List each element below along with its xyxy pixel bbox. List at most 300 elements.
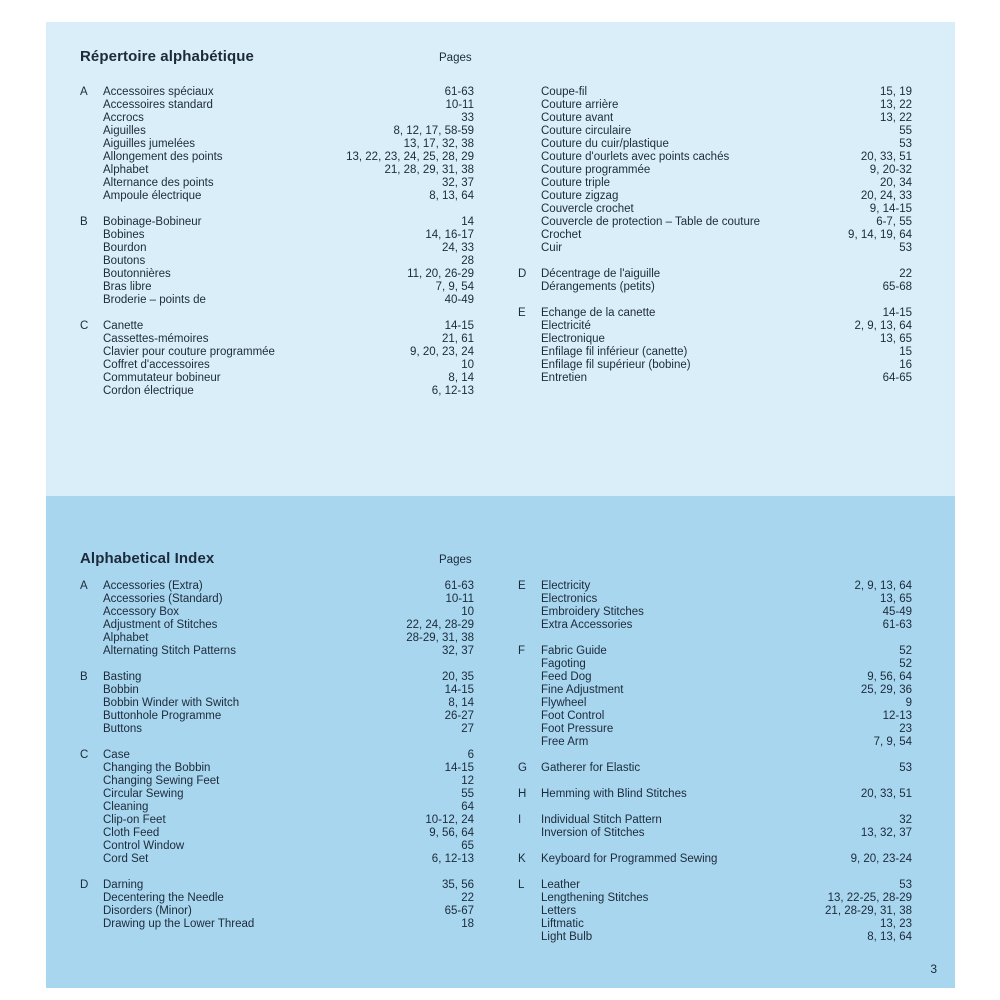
index-pages: 22 [899, 268, 912, 280]
french-right-column [518, 86, 912, 398]
index-pages: 15 [899, 346, 912, 358]
index-term: Echange de la canette [541, 307, 656, 319]
group-letter: D [518, 268, 527, 280]
index-pages: 55 [461, 788, 474, 800]
index-pages: 8, 13, 64 [867, 931, 912, 943]
index-term: Case [103, 749, 130, 761]
index-entry [80, 385, 474, 398]
index-term: Basting [103, 671, 142, 683]
english-index-section [46, 496, 955, 988]
index-term: Coupe-fil [541, 86, 588, 98]
index-pages: 11, 20, 26-29 [407, 268, 474, 280]
index-entry [80, 684, 474, 697]
index-pages: 20, 34 [880, 177, 912, 189]
index-entry [518, 606, 912, 619]
index-term: Cassettes-mémoires [103, 333, 209, 345]
index-term: Free Arm [541, 736, 589, 748]
index-term: Coffret d'accessoires [103, 359, 210, 371]
index-entry [518, 931, 912, 944]
index-pages: 64-65 [882, 372, 912, 384]
index-term: Keyboard for Programmed Sewing [541, 853, 718, 865]
french-index-section [46, 22, 955, 496]
index-pages: 8, 14 [448, 697, 474, 709]
index-pages: 13, 65 [880, 333, 912, 345]
index-entry [80, 788, 474, 801]
index-pages: 55 [899, 125, 912, 137]
index-pages: 6-7, 55 [876, 216, 912, 228]
index-term: Alternating Stitch Patterns [103, 645, 236, 657]
index-entry [80, 853, 474, 866]
index-entry [80, 619, 474, 632]
index-pages: 40-49 [444, 294, 474, 306]
index-pages: 14 [461, 216, 474, 228]
index-term: Couture circulaire [541, 125, 632, 137]
pages-column-label: Pages [439, 52, 472, 64]
index-letter-group [518, 645, 912, 749]
index-term: Darning [103, 879, 144, 891]
index-pages: 61-63 [444, 580, 474, 592]
pages-column-label: Pages [439, 554, 472, 566]
index-pages: 9 [905, 697, 912, 709]
index-entry [518, 164, 912, 177]
index-term: Entretien [541, 372, 588, 384]
index-pages: 14-15 [444, 320, 474, 332]
index-pages: 9, 56, 64 [867, 671, 912, 683]
index-pages: 23 [899, 723, 912, 735]
index-pages: 13, 32, 37 [860, 827, 912, 839]
index-entry [80, 372, 474, 385]
index-term: Dérangements (petits) [541, 281, 655, 293]
index-pages: 7, 9, 54 [873, 736, 912, 748]
index-pages: 9, 20, 23, 24 [410, 346, 474, 358]
index-entry [80, 580, 474, 593]
index-pages: 35, 56 [442, 879, 474, 891]
index-pages: 10-11 [445, 593, 474, 605]
index-pages: 15, 19 [880, 86, 912, 98]
index-pages: 20, 33, 51 [860, 788, 912, 800]
index-pages: 13, 22, 23, 24, 25, 28, 29 [346, 151, 474, 163]
index-pages: 53 [899, 138, 912, 150]
index-term: Boutons [103, 255, 146, 267]
index-term: Couture programmée [541, 164, 651, 176]
index-term: Foot Control [541, 710, 605, 722]
index-pages: 22, 24, 28-29 [406, 619, 474, 631]
index-pages: 6, 12-13 [431, 853, 474, 865]
index-term: Gatherer for Elastic [541, 762, 641, 774]
index-term: Commutateur bobineur [103, 372, 221, 384]
index-term: Aiguilles [103, 125, 146, 137]
index-entry [80, 190, 474, 203]
index-entry [80, 229, 474, 242]
index-term: Control Window [103, 840, 185, 852]
index-term: Changing Sewing Feet [103, 775, 220, 787]
index-term: Buttonhole Programme [103, 710, 222, 722]
index-pages: 13, 22 [880, 99, 912, 111]
index-pages: 65-68 [882, 281, 912, 293]
index-term: Decentering the Needle [103, 892, 224, 904]
index-entry [80, 840, 474, 853]
index-pages: 65 [461, 840, 474, 852]
index-term: Letters [541, 905, 577, 917]
group-letter: L [518, 879, 525, 891]
index-pages: 52 [899, 645, 912, 657]
index-term: Flywheel [541, 697, 587, 709]
index-term: Bobbin Winder with Switch [103, 697, 240, 709]
index-pages: 32, 37 [442, 177, 474, 189]
index-pages: 9, 14, 19, 64 [848, 229, 912, 241]
index-term: Circular Sewing [103, 788, 184, 800]
index-term: Crochet [541, 229, 582, 241]
index-entry [80, 359, 474, 372]
index-pages: 45-49 [882, 606, 912, 618]
index-pages: 65-67 [444, 905, 474, 917]
index-term: Allongement des points [103, 151, 223, 163]
index-pages: 9, 20, 23-24 [850, 853, 912, 865]
index-term: Electricity [541, 580, 591, 592]
index-term: Alphabet [103, 164, 149, 176]
index-term: Accessories (Extra) [103, 580, 203, 592]
index-term: Bobinage-Bobineur [103, 216, 202, 228]
index-pages: 53 [899, 762, 912, 774]
page-number: 3 [930, 962, 937, 976]
index-term: Bras libre [103, 281, 152, 293]
group-letter: C [80, 320, 89, 332]
index-letter-group [80, 749, 474, 866]
index-entry [518, 645, 912, 658]
index-term: Broderie – points de [103, 294, 206, 306]
index-letter-group [518, 814, 912, 840]
index-pages: 64 [461, 801, 474, 813]
group-letter: F [518, 645, 526, 657]
index-term: Couture avant [541, 112, 614, 124]
index-entry [80, 606, 474, 619]
index-term: Electronique [541, 333, 605, 345]
french-index-title: Répertoire alphabétique [80, 48, 255, 65]
group-letter: B [80, 216, 88, 228]
index-pages: 22 [461, 892, 474, 904]
index-entry [80, 892, 474, 905]
index-term: Enfilage fil supérieur (bobine) [541, 359, 691, 371]
index-entry [80, 151, 474, 164]
index-term: Disorders (Minor) [103, 905, 192, 917]
index-entry [80, 632, 474, 645]
index-term: Drawing up the Lower Thread [103, 918, 255, 930]
index-pages: 26-27 [444, 710, 474, 722]
group-letter: A [80, 86, 88, 98]
group-letter: I [518, 814, 522, 826]
index-pages: 20, 24, 33 [860, 190, 912, 202]
index-entry [80, 255, 474, 268]
index-term: Couture arrière [541, 99, 619, 111]
index-term: Fabric Guide [541, 645, 607, 657]
index-pages: 6 [467, 749, 474, 761]
index-pages: 9, 20-32 [869, 164, 912, 176]
index-term: Accessoires spéciaux [103, 86, 214, 98]
group-letter: G [518, 762, 527, 774]
index-pages: 28 [461, 255, 474, 267]
group-letter: D [80, 879, 89, 891]
group-letter: B [80, 671, 88, 683]
index-entry [80, 827, 474, 840]
index-entry [518, 593, 912, 606]
index-entry [80, 281, 474, 294]
index-entry [80, 749, 474, 762]
index-entry [518, 307, 912, 320]
english-left-column [80, 580, 474, 944]
index-entry [80, 775, 474, 788]
index-term: Lengthening Stitches [541, 892, 649, 904]
index-entry [80, 905, 474, 918]
index-entry [80, 879, 474, 892]
index-pages: 14-15 [444, 684, 474, 696]
index-entry [80, 268, 474, 281]
index-term: Inversion of Stitches [541, 827, 645, 839]
index-entry [518, 320, 912, 333]
french-left-column [80, 86, 474, 411]
index-pages: 32, 37 [442, 645, 474, 657]
index-entry [518, 827, 912, 840]
group-letter: C [80, 749, 89, 761]
index-term: Light Bulb [541, 931, 593, 943]
index-pages: 14-15 [882, 307, 912, 319]
index-pages: 10 [461, 359, 474, 371]
index-pages: 27 [461, 723, 474, 735]
index-term: Adjustment of Stitches [103, 619, 218, 631]
index-pages: 52 [899, 658, 912, 670]
index-term: Embroidery Stitches [541, 606, 644, 618]
index-entry [80, 346, 474, 359]
index-term: Alphabet [103, 632, 149, 644]
index-term: Bobbin [103, 684, 139, 696]
index-entry [518, 762, 912, 775]
index-entry [80, 671, 474, 684]
index-pages: 33 [461, 112, 474, 124]
index-entry [518, 905, 912, 918]
index-term: Leather [541, 879, 581, 891]
index-entry [518, 203, 912, 216]
index-term: Canette [103, 320, 144, 332]
index-entry [518, 671, 912, 684]
index-pages: 12-13 [882, 710, 912, 722]
group-letter: K [518, 853, 526, 865]
index-entry [518, 112, 912, 125]
index-pages: 32 [899, 814, 912, 826]
index-pages: 21, 28-29, 31, 38 [825, 905, 912, 917]
index-term: Individual Stitch Pattern [541, 814, 662, 826]
index-entry [518, 86, 912, 99]
index-entry [518, 619, 912, 632]
index-letter-group [518, 307, 912, 385]
index-term: Fagoting [541, 658, 586, 670]
index-pages: 53 [899, 879, 912, 891]
index-entry [518, 268, 912, 281]
index-letter-group [80, 879, 474, 931]
index-letter-group [518, 762, 912, 775]
index-entry [518, 879, 912, 892]
index-entry [80, 918, 474, 931]
index-term: Boutonnières [103, 268, 171, 280]
group-letter: A [80, 580, 88, 592]
index-pages: 9, 14-15 [869, 203, 912, 215]
index-pages: 21, 61 [442, 333, 474, 345]
index-term: Couture du cuir/plastique [541, 138, 669, 150]
index-entry [80, 112, 474, 125]
index-letter-group [518, 580, 912, 632]
index-term: Electricité [541, 320, 591, 332]
index-term: Accessoires standard [103, 99, 213, 111]
index-term: Hemming with Blind Stitches [541, 788, 687, 800]
index-pages: 53 [899, 242, 912, 254]
index-term: Couvercle crochet [541, 203, 634, 215]
index-term: Accessory Box [103, 606, 180, 618]
index-term: Bobines [103, 229, 145, 241]
index-term: Alternance des points [103, 177, 214, 189]
index-entry [518, 684, 912, 697]
index-term: Couture triple [541, 177, 611, 189]
index-entry [518, 814, 912, 827]
index-term: Cord Set [103, 853, 149, 865]
index-term: Accessories (Standard) [103, 593, 223, 605]
index-entry [80, 86, 474, 99]
index-entry [80, 294, 474, 307]
index-pages: 18 [461, 918, 474, 930]
index-pages: 2, 9, 13, 64 [854, 580, 912, 592]
index-page [46, 22, 955, 988]
index-term: Enfilage fil inférieur (canette) [541, 346, 688, 358]
index-entry [80, 697, 474, 710]
index-term: Accrocs [103, 112, 144, 124]
index-term: Bourdon [103, 242, 147, 254]
index-pages: 13, 65 [880, 593, 912, 605]
index-term: Couvercle de protection – Table de couture [541, 216, 761, 228]
index-term: Changing the Bobbin [103, 762, 211, 774]
index-letter-group [518, 853, 912, 866]
index-entry [518, 788, 912, 801]
group-letter: E [518, 307, 526, 319]
index-entry [80, 645, 474, 658]
index-pages: 10 [461, 606, 474, 618]
index-term: Electronics [541, 593, 598, 605]
index-letter-group [80, 216, 474, 307]
index-pages: 8, 12, 17, 58-59 [393, 125, 474, 137]
index-term: Liftmatic [541, 918, 584, 930]
index-entry [80, 801, 474, 814]
index-entry [80, 242, 474, 255]
index-pages: 28-29, 31, 38 [406, 632, 474, 644]
index-pages: 9, 56, 64 [429, 827, 474, 839]
index-letter-group [80, 580, 474, 658]
index-pages: 13, 22-25, 28-29 [827, 892, 912, 904]
index-entry [518, 177, 912, 190]
index-letter-group [518, 268, 912, 294]
index-term: Aiguilles jumelées [103, 138, 196, 150]
index-pages: 24, 33 [442, 242, 474, 254]
index-entry [518, 710, 912, 723]
index-pages: 12 [461, 775, 474, 787]
index-entry [518, 697, 912, 710]
index-pages: 6, 12-13 [431, 385, 474, 397]
index-entry [80, 99, 474, 112]
index-term: Couture d'ourlets avec points cachés [541, 151, 730, 163]
index-entry [80, 333, 474, 346]
index-entry [518, 359, 912, 372]
index-term: Buttons [103, 723, 142, 735]
index-pages: 8, 13, 64 [429, 190, 474, 202]
index-term: Cordon électrique [103, 385, 194, 397]
index-entry [518, 216, 912, 229]
index-letter-group [518, 879, 912, 944]
index-pages: 61-63 [444, 86, 474, 98]
index-letter-group [518, 788, 912, 801]
index-pages: 16 [899, 359, 912, 371]
index-pages: 14-15 [444, 762, 474, 774]
index-pages: 25, 29, 36 [860, 684, 912, 696]
index-entry [518, 918, 912, 931]
index-pages: 7, 9, 54 [435, 281, 474, 293]
index-term: Fine Adjustment [541, 684, 624, 696]
index-term: Cleaning [103, 801, 149, 813]
index-entry [518, 736, 912, 749]
index-pages: 21, 28, 29, 31, 38 [384, 164, 474, 176]
index-term: Cloth Feed [103, 827, 160, 839]
index-entry [518, 658, 912, 671]
index-entry [518, 281, 912, 294]
index-entry [518, 190, 912, 203]
index-pages: 61-63 [882, 619, 912, 631]
index-term: Foot Pressure [541, 723, 614, 735]
index-pages: 8, 14 [448, 372, 474, 384]
index-pages: 13, 22 [880, 112, 912, 124]
index-entry [518, 229, 912, 242]
index-term: Cuir [541, 242, 563, 254]
index-term: Couture zigzag [541, 190, 619, 202]
index-entry [80, 723, 474, 736]
index-letter-group [80, 86, 474, 203]
index-entry [518, 125, 912, 138]
index-entry [80, 125, 474, 138]
index-entry [518, 346, 912, 359]
index-pages: 2, 9, 13, 64 [854, 320, 912, 332]
index-entry [518, 333, 912, 346]
index-entry [80, 216, 474, 229]
index-entry [80, 814, 474, 827]
index-term: Clavier pour couture programmée [103, 346, 275, 358]
index-letter-group [518, 86, 912, 255]
index-pages: 20, 35 [442, 671, 474, 683]
index-pages: 20, 33, 51 [860, 151, 912, 163]
index-letter-group [80, 320, 474, 398]
index-entry [80, 138, 474, 151]
index-entry [518, 372, 912, 385]
index-pages: 13, 23 [880, 918, 912, 930]
index-pages: 10-11 [445, 99, 474, 111]
index-entry [80, 593, 474, 606]
index-entry [80, 177, 474, 190]
index-term: Feed Dog [541, 671, 592, 683]
index-term: Extra Accessories [541, 619, 633, 631]
index-term: Ampoule électrique [103, 190, 202, 202]
index-entry [80, 762, 474, 775]
english-right-column [518, 580, 912, 957]
index-entry [518, 99, 912, 112]
index-pages: 10-12, 24 [425, 814, 474, 826]
index-entry [518, 892, 912, 905]
index-term: Clip-on Feet [103, 814, 166, 826]
group-letter: H [518, 788, 527, 800]
index-entry [518, 242, 912, 255]
index-term: Décentrage de l'aiguille [541, 268, 661, 280]
index-entry [80, 164, 474, 177]
